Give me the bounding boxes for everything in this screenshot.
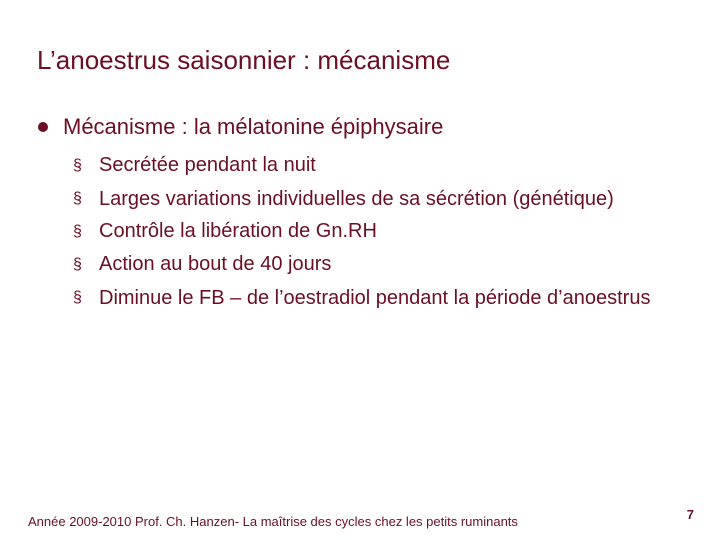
sub-bullet-text: Secrétée pendant la nuit [99, 154, 316, 176]
sub-bullet-text: Larges variations individuelles de sa sécrétion (génétique) [99, 188, 614, 210]
section-sign-icon: § [73, 190, 82, 207]
list-item [73, 215, 653, 248]
sub-bullet-list [73, 149, 653, 314]
section-sign-icon: § [73, 289, 82, 306]
list-item [73, 149, 653, 182]
sub-bullet-text: Contrôle la libération de Gn.RH [99, 220, 377, 242]
list-item [73, 281, 653, 314]
section-sign-icon: § [73, 256, 82, 273]
slide-footer: Année 2009-2010 Prof. Ch. Hanzen- La maîtrise des cycles chez les petits ruminants [28, 514, 518, 529]
bullet-dot-icon [38, 122, 48, 132]
main-bullet-text: Mécanisme : la mélatonine épiphysaire [63, 114, 444, 139]
sub-bullet-text: Diminue le FB – de l’oestradiol pendant la période d’anoestrus [99, 287, 651, 309]
page-number: 7 [686, 507, 694, 522]
section-sign-icon: § [73, 223, 82, 240]
section-sign-icon: § [73, 157, 82, 174]
sub-bullet-text: Action au bout de 40 jours [99, 253, 332, 275]
list-item [73, 248, 653, 281]
list-item [73, 182, 653, 215]
slide-title: L’anoestrus saisonnier : mécanisme [37, 45, 451, 75]
